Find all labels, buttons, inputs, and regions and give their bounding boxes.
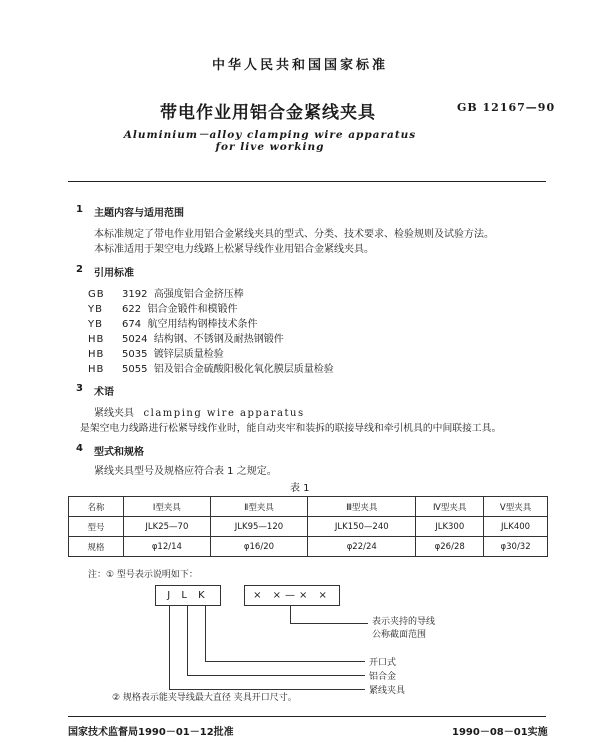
term-en: clamping wire apparatus bbox=[143, 408, 305, 419]
section-1-paragraph-1: 本标准规定了带电作业用铝合金紧线夹具的型式、分类、技术要求、检验规则及试验方法。 bbox=[94, 229, 494, 240]
table-header-cell: Ⅰ型夹具 bbox=[124, 497, 211, 517]
table-row bbox=[69, 517, 548, 537]
label-section-range-2: 公称截面范围 bbox=[372, 630, 427, 640]
implementation-date: 1990－08－01实施 bbox=[452, 727, 548, 738]
section-2-title: 引用标准 bbox=[94, 268, 134, 279]
section-1-paragraph-2: 本标准适用于架空电力线路上松紧导线作业用铝合金紧线夹具。 bbox=[94, 244, 374, 255]
connector-line bbox=[187, 605, 188, 675]
reference-item: HB 5035 镀锌层质量检验 bbox=[88, 349, 224, 360]
table-cell: JLK150—240 bbox=[308, 517, 416, 537]
reference-item: GB 3192 高强度铝合金挤压棒 bbox=[88, 289, 244, 300]
connector-line bbox=[205, 661, 365, 662]
table-header-row bbox=[69, 497, 548, 517]
table-header-cell: Ⅳ型夹具 bbox=[416, 497, 484, 517]
table-header-cell: Ⅴ型夹具 bbox=[484, 497, 548, 517]
standard-code: GB 12167—90 bbox=[457, 101, 556, 114]
table-row bbox=[69, 537, 548, 557]
connector-line bbox=[205, 605, 206, 661]
table-cell: φ12/14 bbox=[124, 537, 211, 557]
label-open-type: 开口式 bbox=[369, 658, 397, 668]
label-clamp: 紧线夹具 bbox=[369, 686, 406, 696]
note-1: 注：① 型号表示说明如下： bbox=[88, 570, 198, 580]
table-header-cell: Ⅱ型夹具 bbox=[210, 497, 307, 517]
english-title-line-2: for live working bbox=[215, 141, 325, 153]
table-cell: JLK400 bbox=[484, 517, 548, 537]
table-cell: φ26/28 bbox=[416, 537, 484, 557]
page-title: 带电作业用铝合金紧线夹具 bbox=[160, 103, 376, 123]
spec-table bbox=[68, 496, 548, 557]
table-cell: φ22/24 bbox=[308, 537, 416, 557]
reference-item: YB 622 铝合金锻件和模锻件 bbox=[88, 304, 238, 315]
section-4-paragraph: 紧线夹具型号及规格应符合表 1 之规定。 bbox=[94, 466, 277, 477]
standard-org-header: 中华人民共和国国家标准 bbox=[211, 58, 388, 73]
approval-date: 国家技术监督局1990－01－12批准 bbox=[68, 727, 234, 738]
table-header-cell: 名称 bbox=[69, 497, 124, 517]
term-line bbox=[94, 404, 305, 419]
model-code-box: J L K bbox=[155, 585, 221, 606]
table-cell: 规格 bbox=[69, 537, 124, 557]
footer-divider bbox=[68, 716, 546, 717]
table-cell: φ16/20 bbox=[210, 537, 307, 557]
connector-line bbox=[290, 605, 291, 623]
label-section-range-1: 表示夹持的导线 bbox=[372, 617, 436, 627]
section-1-number: 1 bbox=[76, 204, 83, 215]
table-cell: JLK25—70 bbox=[124, 517, 211, 537]
table-caption: 表 1 bbox=[290, 483, 310, 494]
connector-line bbox=[169, 605, 170, 689]
table-cell: JLK95—120 bbox=[210, 517, 307, 537]
table-cell: 型号 bbox=[69, 517, 124, 537]
connector-line bbox=[187, 675, 365, 676]
section-4-title: 型式和规格 bbox=[94, 447, 144, 458]
reference-item: HB 5055 铝及铝合金硫酸阳极化氧化膜层质量检验 bbox=[88, 364, 334, 375]
table-cell: φ30/32 bbox=[484, 537, 548, 557]
table-header-cell: Ⅲ型夹具 bbox=[308, 497, 416, 517]
connector-line bbox=[290, 623, 368, 624]
reference-item: HB 5024 结构钢、不锈钢及耐热钢锻件 bbox=[88, 334, 284, 345]
label-aluminium-alloy: 铝合金 bbox=[369, 672, 397, 682]
section-4-number: 4 bbox=[76, 443, 83, 454]
reference-item: YB 674 航空用结构钢棒技术条件 bbox=[88, 319, 258, 330]
model-range-box: × ×—× × bbox=[244, 585, 340, 606]
section-3-number: 3 bbox=[76, 383, 83, 394]
table-cell: JLK300 bbox=[416, 517, 484, 537]
term-definition: 是架空电力线路进行松紧导线作业时，能自动夹牢和装拆的联接导线和牵引机具的中间联接工具。 bbox=[80, 423, 502, 434]
english-title-line-1: Aluminium－alloy clamping wire apparatus bbox=[123, 129, 417, 141]
section-1-title: 主题内容与适用范围 bbox=[94, 208, 184, 219]
note-2: ② 规格表示能夹导线最大直径 夹具开口尺寸。 bbox=[112, 693, 297, 703]
header-divider bbox=[68, 181, 546, 182]
section-3-title: 术语 bbox=[94, 387, 114, 398]
term-zh: 紧线夹具 bbox=[94, 408, 134, 419]
section-2-number: 2 bbox=[76, 264, 83, 275]
